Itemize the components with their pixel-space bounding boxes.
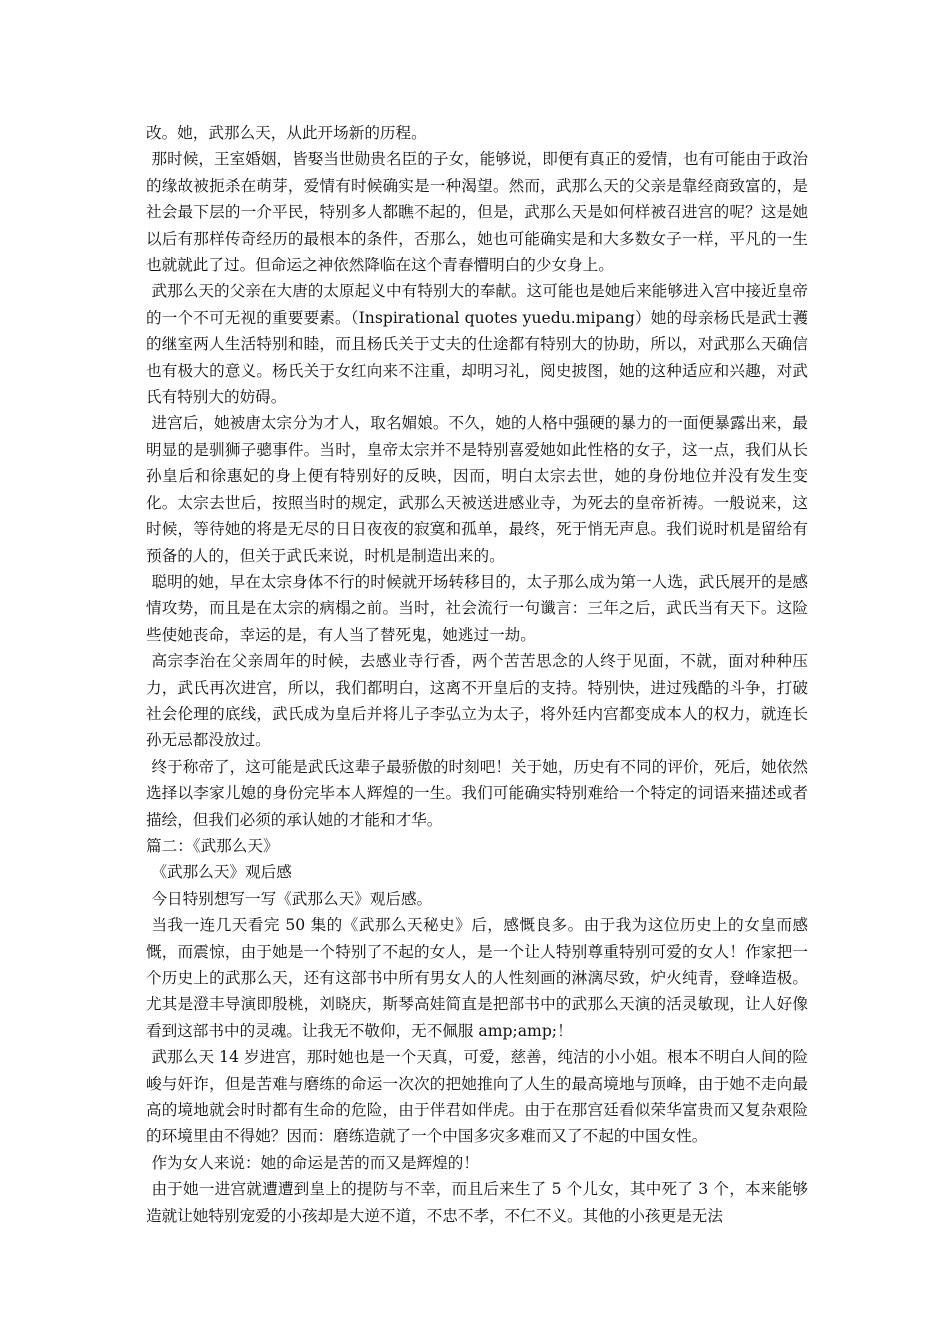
paragraph: 武那么天 14 岁进宫，那时她也是一个天真，可爱，慈善，纯洁的小小姐。根本不明白人间的险峻与奸诈，但是苦难与磨练的命运一次次的把她推向了人生的最高境地与顶峰，由于她不走向最高的境地就会时时都有生命的危险，由于伴君如伴虎。由于在那宫廷看似荣华富贵而又复杂艰险的环境里由不得她？因而：磨练造就了一个中国多灾多难而又了不起的中国女性。 [146,1048,808,1146]
paragraph: 今日特别想写一写《武那么天》观后感。 [151,889,433,908]
paragraph: 那时候，王室婚姻，皆娶当世勋贵名臣的子女，能够说，即便有真正的爱情，也有可能由于政治的缘故被扼杀在萌芽，爱情有时候确实是一种渴望。然而，武那么天的父亲是靠经商致富的，是社会最下层的一介平民，特别多人都瞧不起的，但是，武那么天是如何样被召进宫的呢？这是她以后有那样传奇经历的最根本的条件，否那么，她也可能确实是和大多数女子一样，平凡的一生也就就此了过。但命运之神依然降临在这个青春懵明白的少女身上。 [146,150,808,275]
article-title: 《武那么天》观后感 [151,863,292,882]
paragraph: 进宫后，她被唐太宗分为才人，取名媚娘。不久，她的人格中强硬的暴力的一面便暴露出来，最明显的是驯狮子骢事件。当时，皇帝太宗并不是特别喜爱她如此性格的女子，这一点，我们从长孙皇后和徐惠妃的身上便有特别好的反映，因而，明白太宗去世，她的身份地位并没有发生变化。太宗去世后，按照当时的规定，武那么天被送进感业寺，为死去的皇帝祈祷。一般说来，这时候，等待她的将是无尽的日日夜夜的寂寞和孤单，最终，死于悄无声息。我们说时机是留给有预备的人的，但关于武氏来说，时机是制造出来的。 [146,414,808,565]
paragraph: 武那么天的父亲在大唐的太原起义中有特别大的奉献。这可能也是她后来能够进入宫中接近皇帝的一个不可无视的重要要素。（Inspirational quotes yuedu.mipang）她的母亲杨氏是武士彟的继室两人生活特别和睦，而且杨氏关于丈夫的仕途都有特别大的协助，所以，对武那么天确信也有极大的意义。杨氏关于女红向来不注重，却明习礼，阅史披图，她的这种适应和兴趣，对武氏有特别大的妨碍。 [146,282,808,407]
paragraph: 作为女人来说：她的命运是苦的而又是辉煌的！ [151,1153,479,1172]
paragraph: 改。她，武那么天，从此开场新的历程。 [146,124,427,142]
document-body [146,120,808,1229]
paragraph: 当我一连几天看完 50 集的《武那么天秘史》后，感慨良多。由于我为这位历史上的女皇而感慨，而震惊，由于她是一个特别了不起的女人，是一个让人特别尊重特别可爱的女人！作家把一个历史上的武那么天，还有这部书中所有男女人的人性刻画的淋漓尽致，炉火纯青，登峰造极。尤其是澄丰导演即殷桃，刘晓庆，斯琴高娃简直是把部书中的武那么天演的活灵敏现，让人好像看到这部书中的灵魂。让我无不敬仰，无不佩服 amp;amp;！ [146,916,808,1040]
section-heading: 篇二：《武那么天》 [146,836,279,855]
paragraph: 终于称帝了，这可能是武氏这辈子最骄傲的时刻吧！关于她，历史有不同的评价，死后，她依然选择以李家儿媳的身份完毕本人辉煌的一生。我们可能确实特别难给一个特定的词语来描述或者描绘，但我们必须的承认她的才能和才华。 [146,757,808,829]
paragraph: 由于她一进宫就遭遭到皇上的提防与不幸，而且后来生了 5 个儿女，其中死了 3 个，本来能够造就让她特别宠爱的小孩却是大逆不道，不忠不孝，不仁不义。其他的小孩更是无法 [146,1180,808,1225]
paragraph: 高宗李治在父亲周年的时候，去感业寺行香，两个苦苦思念的人终于见面，不就，面对种种压力，武氏再次进宫，所以，我们都明白，这离不开皇后的支持。特别快，进过残酷的斗争，打破社会伦理的底线，武氏成为皇后并将儿子李弘立为太子，将外廷内宫都变成本人的权力，就连长孙无忌都没放过。 [146,652,808,750]
paragraph: 聪明的她，早在太宗身体不行的时候就开场转移目的，太子那么成为第一人选，武氏展开的是感情攻势，而且是在太宗的病榻之前。当时，社会流行一句谶言：三年之后，武氏当有天下。这险些使她丧命，幸运的是，有人当了替死鬼，她逃过一劫。 [146,572,808,644]
